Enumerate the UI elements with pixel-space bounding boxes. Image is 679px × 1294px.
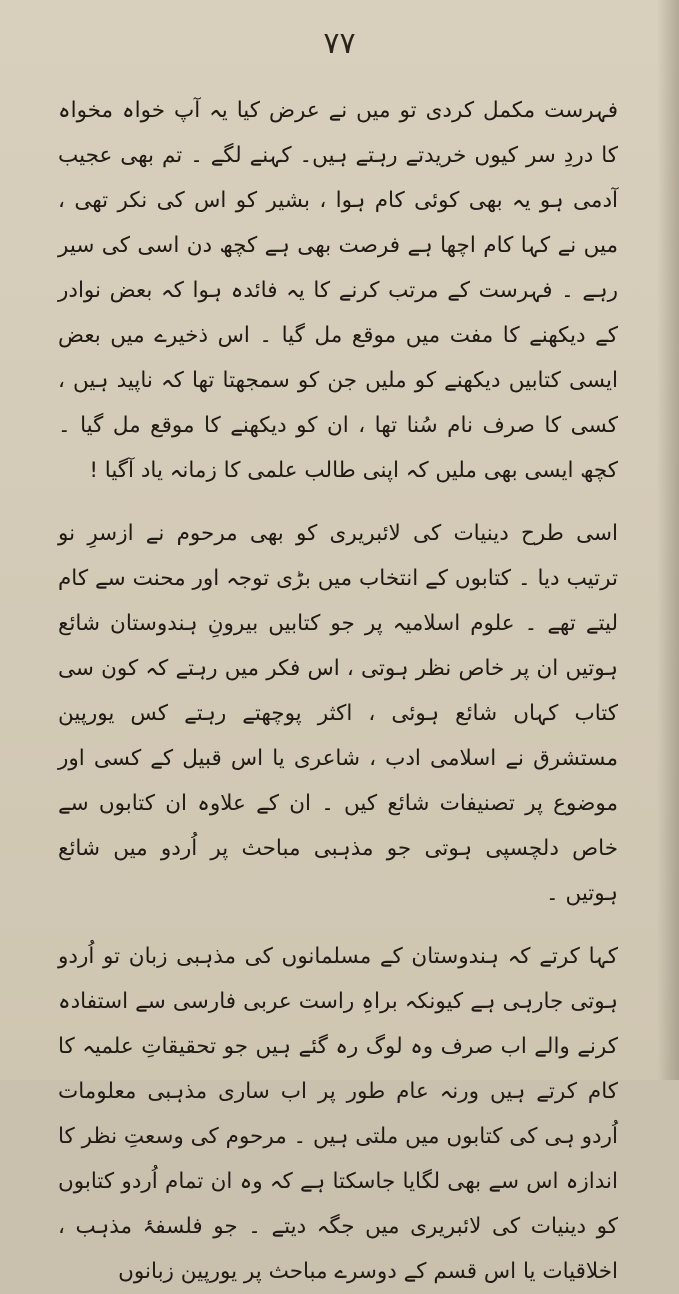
page-body [58, 88, 618, 1294]
page-number: ۷۷ [323, 26, 356, 61]
paragraph-catalog: فہرست مکمل کردی تو میں نے عرض کیا یہ آپ خواہ مخواہ کا دردِ سر کیوں خریدتے رہتے ہیں۔ کہنے لگے ۔ تم بھی عجیب آدمی ہو یہ بھی کوئی کام ہوا ، بشیر کو اس کی نکر تھی ، میں نے کہا کام اچھا ہے فرصت بھی ہے کچھ دن اسی کی سیر رہے ۔ فہرست کے مرتب کرنے کا یہ فائدہ ہوا کہ بعض نوادر کے دیکھنے کا مفت میں موقع مل گیا ۔ اس ذخیرے میں بعض ایسی کتابیں دیکھنے کو ملیں جن کو سمجھتا تھا کہ ناپید ہیں ، کسی کا صرف نام سُنا تھا ، ان کو دیکھنے کا موقع مل گیا ۔ کچھ ایسی بھی ملیں کہ اپنی طالب علمی کا زمانہ یاد آگیا ! [58, 98, 618, 483]
paragraph-urdu-religious-language: کہا کرتے کہ ہندوستان کے مسلمانوں کی مذہبی زبان تو اُردو ہوتی جارہی ہے کیونکہ براہِ راست عربی فارسی سے استفادہ کرنے والے اب صرف وہ لوگ رہ گئے ہیں جو تحقیقاتِ علمیہ کا کام کرتے ہیں ورنہ عام طور پر اب ساری مذہبی معلومات اُردو ہی کی کتابوں میں ملتی ہیں ۔ مرحوم کی وسعتِ نظر کا اندازہ اس سے بھی لگایا جاسکتا ہے کہ وہ ان تمام اُردو کتابوں کو دینیات کی لائبریری میں جگہ دیتے ۔ جو فلسفۂ مذہب ، اخلاقیات یا اس قسم کے دوسرے مباحث پر یورپین زبانوں [57, 944, 618, 1284]
paragraph-theology-library: اسی طرح دینیات کی لائبریری کو بھی مرحوم نے ازسرِ نو ترتیب دیا ۔ کتابوں کے انتخاب میں بڑی توجہ اور محنت سے کام لیتے تھے ۔ علوم اسلامیہ پر جو کتابیں بیرونِ ہندوستان شائع ہوتیں ان پر خاص نظر ہوتی ، اس فکر میں رہتے کہ کون سی کتاب کہاں شائع ہوئی ، اکثر پوچھتے رہتے کس یورپین مستشرق نے اسلامی ادب ، شاعری یا اس قبیل کے کسی اور موضوع پر تصنیفات شائع کیں ۔ ان کے علاوہ ان کتابوں سے خاص دلچسپی ہوتی جو مذہبی مباحث پر اُردو میں شائع ہوتیں ۔ [58, 521, 618, 906]
page-edge-shadow [657, 0, 679, 1080]
